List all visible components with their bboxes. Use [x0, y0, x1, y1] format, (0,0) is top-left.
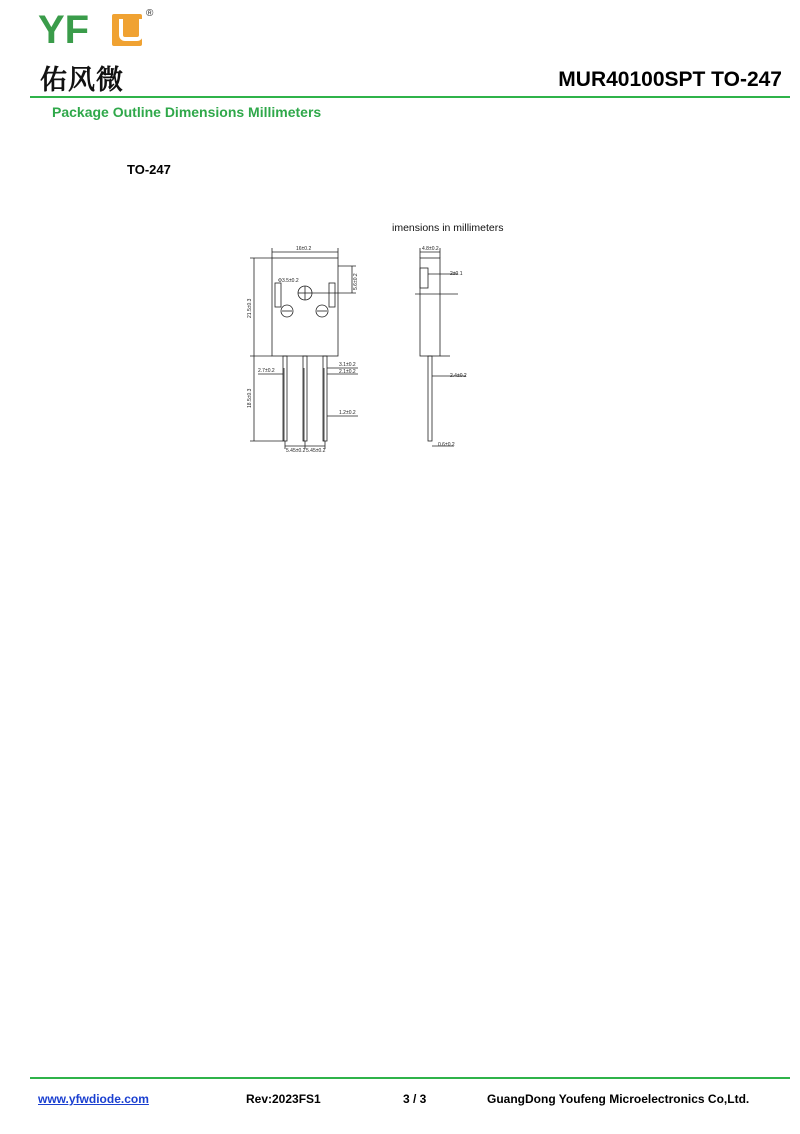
side-view-body: [420, 258, 440, 356]
registered-mark: ®: [146, 8, 154, 19]
dim-lead-width: 1.2±0.2: [339, 410, 356, 416]
logo-yf: YF: [38, 8, 90, 52]
dim-thickness: 4.8±0.2: [422, 246, 439, 252]
header-divider: [30, 96, 790, 98]
dim-lead-thickness: 0.6±0.2: [438, 442, 455, 448]
dim-pitch-left: 5.45±0.2: [286, 448, 306, 454]
dim-tab-thickness: 2±0.1: [450, 271, 463, 277]
revision-text: Rev:2023FS1: [246, 1092, 321, 1106]
package-body: [272, 258, 338, 356]
section-title: Package Outline Dimensions Millimeters: [52, 104, 322, 120]
dim-top-tab: 5.6±0.2: [353, 273, 359, 290]
dimension-note: imensions in millimeters: [392, 222, 504, 234]
dim-left-pad: 2.7±0.2: [258, 368, 275, 374]
footer-divider: [30, 1077, 790, 1079]
dim-right-pad-a: 3.1±0.2: [339, 362, 356, 368]
document-title: MUR40100SPT TO-247: [558, 68, 782, 91]
company-logo: [38, 8, 178, 96]
dim-right-pad-b: 2.1±0.2: [339, 369, 356, 375]
logo-w-icon: [112, 14, 142, 46]
dim-width: 16±0.2: [296, 246, 312, 252]
dim-pitch-right: 5.45±0.2: [306, 448, 326, 454]
website-link[interactable]: www.yfwdiode.com: [38, 1092, 149, 1106]
dim-standoff: 2.4±0.2: [450, 373, 467, 379]
dim-lead-length: 18.5±0.3: [247, 388, 253, 408]
package-label: TO-247: [127, 162, 171, 177]
side-view-lead: [428, 356, 432, 441]
dim-hole: Φ3.5±0.2: [278, 278, 299, 284]
logo-cjk-text: 佑风微: [40, 65, 124, 96]
dim-height: 21.5±0.3: [247, 298, 253, 318]
page-number: 3 / 3: [403, 1092, 427, 1106]
package-outline-drawing: [240, 218, 540, 458]
company-name: GuangDong Youfeng Microelectronics Co,Ltd.: [487, 1092, 750, 1106]
